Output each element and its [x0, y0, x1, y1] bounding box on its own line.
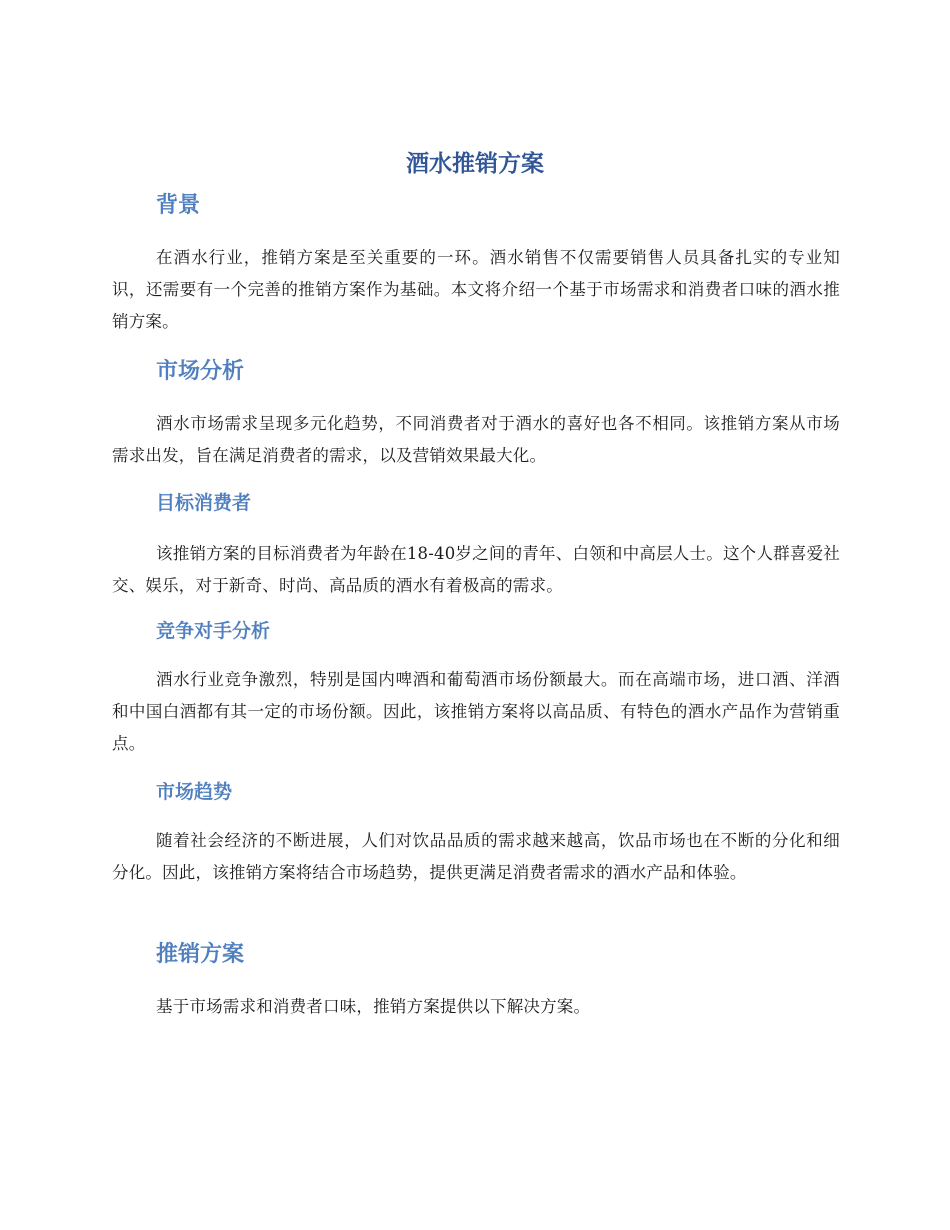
section-paragraph-background: 在酒水行业，推销方案是至关重要的一环。酒水销售不仅需要销售人员具备扎实的专业知识，还需要有一个完善的推销方案作为基础。本文将介绍一个基于市场需求和消费者口味的酒水推销方案。: [112, 248, 840, 331]
section-paragraph-market-analysis: 酒水市场需求呈现多元化趋势，不同消费者对于酒水的喜好也各不相同。该推销方案从市场需求出发，旨在满足消费者的需求，以及营销效果最大化。: [112, 414, 840, 465]
section-paragraph-market-trends: 随着社会经济的不断进展，人们对饮品品质的需求越来越高，饮品市场也在不断的分化和细分化。因此，该推销方案将结合市场趋势，提供更满足消费者需求的酒水产品和体验。: [112, 831, 840, 882]
section-background: [112, 190, 840, 338]
section-heading-competitor-analysis: 竞争对手分析: [156, 620, 271, 642]
section-market-analysis: [112, 356, 840, 472]
section-heading-target-consumers: 目标消费者: [156, 492, 252, 514]
section-target-consumers: [112, 488, 840, 602]
section-competitor-analysis: [112, 616, 840, 760]
section-heading-market-trends: 市场趋势: [156, 781, 233, 803]
section-heading-market-analysis: 市场分析: [156, 359, 245, 384]
section-paragraph-target-consumers: 该推销方案的目标消费者为年龄在18-40岁之间的青年、白领和中高层人士。这个人群喜爱社交、娱乐，对于新奇、时尚、高品质的酒水有着极高的需求。: [112, 544, 840, 595]
section-heading-sales-plan: 推销方案: [156, 942, 245, 967]
section-paragraph-sales-plan: 基于市场需求和消费者口味，推销方案提供以下解决方案。: [156, 997, 591, 1016]
section-market-trends: [112, 777, 840, 889]
section-sales-plan: [112, 939, 840, 1023]
section-heading-background: 背景: [156, 193, 201, 218]
document-title: 酒水推销方案: [406, 151, 544, 177]
section-paragraph-competitor-analysis: 酒水行业竞争激烈，特别是国内啤酒和葡萄酒市场份额最大。而在高端市场，进口酒、洋酒和中国白酒都有其一定的市场份额。因此，该推销方案将以高品质、有特色的酒水产品作为营销重点。: [112, 670, 840, 753]
